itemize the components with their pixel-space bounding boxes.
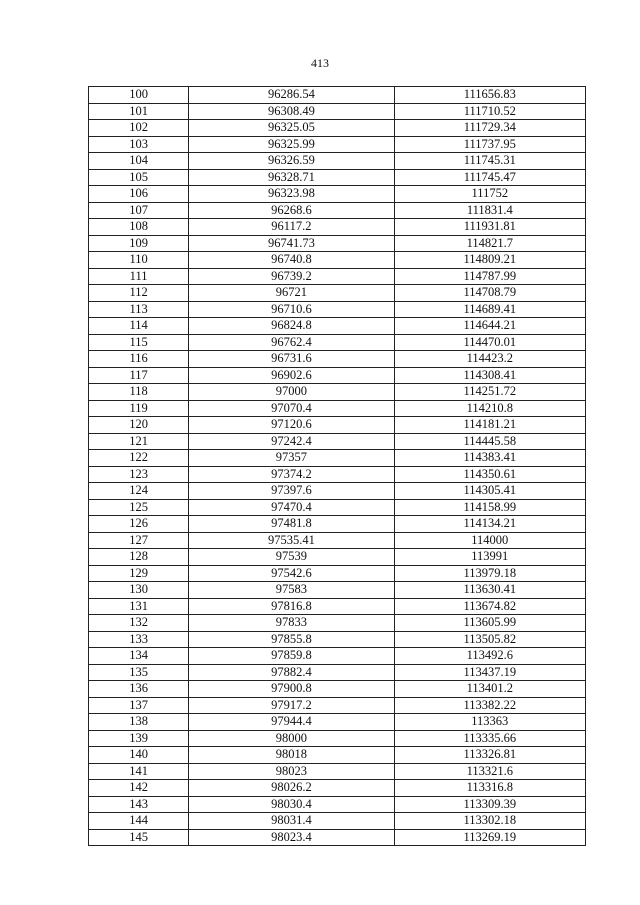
- x-coordinate-cell: 96325.99: [189, 136, 394, 153]
- point-number-cell: 109: [89, 235, 189, 252]
- x-coordinate-cell: 98026.2: [189, 780, 394, 797]
- point-number-cell: 139: [89, 730, 189, 747]
- x-coordinate-cell: 96740.8: [189, 252, 394, 269]
- x-coordinate-cell: 96323.98: [189, 186, 394, 203]
- x-coordinate-cell: 96902.6: [189, 367, 394, 384]
- x-coordinate-cell: 96325.05: [189, 120, 394, 137]
- y-coordinate-cell: 114644.21: [394, 318, 585, 335]
- table-row: [89, 351, 586, 368]
- y-coordinate-cell: 114383.41: [394, 450, 585, 467]
- point-number-cell: 117: [89, 367, 189, 384]
- table-row: [89, 615, 586, 632]
- y-coordinate-cell: 114809.21: [394, 252, 585, 269]
- x-coordinate-cell: 97542.6: [189, 565, 394, 582]
- y-coordinate-cell: 113321.6: [394, 763, 585, 780]
- y-coordinate-cell: 111745.47: [394, 169, 585, 186]
- x-coordinate-cell: 96710.6: [189, 301, 394, 318]
- x-coordinate-cell: 96824.8: [189, 318, 394, 335]
- x-coordinate-cell: 96326.59: [189, 153, 394, 170]
- point-number-cell: 114: [89, 318, 189, 335]
- y-coordinate-cell: 114158.99: [394, 499, 585, 516]
- point-number-cell: 104: [89, 153, 189, 170]
- point-number-cell: 113: [89, 301, 189, 318]
- x-coordinate-cell: 96731.6: [189, 351, 394, 368]
- x-coordinate-cell: 97900.8: [189, 681, 394, 698]
- y-coordinate-cell: 113269.19: [394, 829, 585, 846]
- y-coordinate-cell: 113382.22: [394, 697, 585, 714]
- table-row: [89, 730, 586, 747]
- point-number-cell: 136: [89, 681, 189, 698]
- point-number-cell: 110: [89, 252, 189, 269]
- x-coordinate-cell: 97583: [189, 582, 394, 599]
- table-row: [89, 153, 586, 170]
- x-coordinate-cell: 97374.2: [189, 466, 394, 483]
- table-row: [89, 829, 586, 846]
- x-coordinate-cell: 96328.71: [189, 169, 394, 186]
- point-number-cell: 125: [89, 499, 189, 516]
- point-number-cell: 130: [89, 582, 189, 599]
- table-row: [89, 87, 586, 104]
- y-coordinate-cell: 114423.2: [394, 351, 585, 368]
- y-coordinate-cell: 113505.82: [394, 631, 585, 648]
- y-coordinate-cell: 113316.8: [394, 780, 585, 797]
- x-coordinate-cell: 98023.4: [189, 829, 394, 846]
- page-number: 413: [311, 56, 329, 70]
- point-number-cell: 124: [89, 483, 189, 500]
- table-row: [89, 813, 586, 830]
- point-number-cell: 144: [89, 813, 189, 830]
- point-number-cell: 137: [89, 697, 189, 714]
- y-coordinate-cell: 114305.41: [394, 483, 585, 500]
- point-number-cell: 143: [89, 796, 189, 813]
- point-number-cell: 100: [89, 87, 189, 104]
- table-row: [89, 631, 586, 648]
- y-coordinate-cell: 113991: [394, 549, 585, 566]
- x-coordinate-cell: 97242.4: [189, 433, 394, 450]
- y-coordinate-cell: 114821.7: [394, 235, 585, 252]
- y-coordinate-cell: 114350.61: [394, 466, 585, 483]
- y-coordinate-cell: 114689.41: [394, 301, 585, 318]
- point-number-cell: 119: [89, 400, 189, 417]
- x-coordinate-cell: 96739.2: [189, 268, 394, 285]
- table-row: [89, 268, 586, 285]
- x-coordinate-cell: 96268.6: [189, 202, 394, 219]
- point-number-cell: 115: [89, 334, 189, 351]
- point-number-cell: 133: [89, 631, 189, 648]
- y-coordinate-cell: 111737.95: [394, 136, 585, 153]
- point-number-cell: 132: [89, 615, 189, 632]
- y-coordinate-cell: 111831.4: [394, 202, 585, 219]
- x-coordinate-cell: 97481.8: [189, 516, 394, 533]
- point-number-cell: 129: [89, 565, 189, 582]
- x-coordinate-cell: 97535.41: [189, 532, 394, 549]
- y-coordinate-cell: 114470.01: [394, 334, 585, 351]
- point-number-cell: 128: [89, 549, 189, 566]
- point-number-cell: 135: [89, 664, 189, 681]
- x-coordinate-cell: 97397.6: [189, 483, 394, 500]
- point-number-cell: 142: [89, 780, 189, 797]
- table-row: [89, 417, 586, 434]
- y-coordinate-cell: 113437.19: [394, 664, 585, 681]
- point-number-cell: 141: [89, 763, 189, 780]
- point-number-cell: 116: [89, 351, 189, 368]
- point-number-cell: 123: [89, 466, 189, 483]
- point-number-cell: 140: [89, 747, 189, 764]
- x-coordinate-cell: 98031.4: [189, 813, 394, 830]
- table-row: [89, 334, 586, 351]
- x-coordinate-cell: 97917.2: [189, 697, 394, 714]
- table-row: [89, 400, 586, 417]
- table-row: [89, 186, 586, 203]
- y-coordinate-cell: 111752: [394, 186, 585, 203]
- y-coordinate-cell: 113401.2: [394, 681, 585, 698]
- x-coordinate-cell: 97833: [189, 615, 394, 632]
- x-coordinate-cell: 97944.4: [189, 714, 394, 731]
- table-row: [89, 549, 586, 566]
- x-coordinate-cell: 97120.6: [189, 417, 394, 434]
- x-coordinate-cell: 98023: [189, 763, 394, 780]
- y-coordinate-cell: 114445.58: [394, 433, 585, 450]
- point-number-cell: 126: [89, 516, 189, 533]
- x-coordinate-cell: 96308.49: [189, 103, 394, 120]
- x-coordinate-cell: 97882.4: [189, 664, 394, 681]
- x-coordinate-cell: 97000: [189, 384, 394, 401]
- point-number-cell: 122: [89, 450, 189, 467]
- x-coordinate-cell: 96762.4: [189, 334, 394, 351]
- table-row: [89, 565, 586, 582]
- table-body: [89, 87, 586, 846]
- table-row: [89, 367, 586, 384]
- y-coordinate-cell: 114251.72: [394, 384, 585, 401]
- point-number-cell: 108: [89, 219, 189, 236]
- table-row: [89, 664, 586, 681]
- y-coordinate-cell: 113979.18: [394, 565, 585, 582]
- table-row: [89, 780, 586, 797]
- y-coordinate-cell: 111729.34: [394, 120, 585, 137]
- table-row: [89, 136, 586, 153]
- y-coordinate-cell: 114708.79: [394, 285, 585, 302]
- y-coordinate-cell: 111710.52: [394, 103, 585, 120]
- point-number-cell: 111: [89, 268, 189, 285]
- point-number-cell: 118: [89, 384, 189, 401]
- x-coordinate-cell: 96741.73: [189, 235, 394, 252]
- x-coordinate-cell: 96117.2: [189, 219, 394, 236]
- y-coordinate-cell: 114308.41: [394, 367, 585, 384]
- x-coordinate-cell: 97070.4: [189, 400, 394, 417]
- point-number-cell: 102: [89, 120, 189, 137]
- point-number-cell: 105: [89, 169, 189, 186]
- point-number-cell: 103: [89, 136, 189, 153]
- point-number-cell: 106: [89, 186, 189, 203]
- y-coordinate-cell: 111931.81: [394, 219, 585, 236]
- x-coordinate-cell: 97539: [189, 549, 394, 566]
- point-number-cell: 134: [89, 648, 189, 665]
- x-coordinate-cell: 97855.8: [189, 631, 394, 648]
- table-row: [89, 103, 586, 120]
- y-coordinate-cell: 111745.31: [394, 153, 585, 170]
- y-coordinate-cell: 113605.99: [394, 615, 585, 632]
- table-row: [89, 450, 586, 467]
- point-number-cell: 127: [89, 532, 189, 549]
- table-row: [89, 301, 586, 318]
- table-row: [89, 169, 586, 186]
- table-row: [89, 235, 586, 252]
- table-row: [89, 499, 586, 516]
- x-coordinate-cell: 98000: [189, 730, 394, 747]
- table-row: [89, 120, 586, 137]
- table-row: [89, 285, 586, 302]
- y-coordinate-cell: 114000: [394, 532, 585, 549]
- y-coordinate-cell: 113302.18: [394, 813, 585, 830]
- table-row: [89, 598, 586, 615]
- y-coordinate-cell: 114134.21: [394, 516, 585, 533]
- table-row: [89, 714, 586, 731]
- table-row: [89, 433, 586, 450]
- y-coordinate-cell: 114210.8: [394, 400, 585, 417]
- y-coordinate-cell: 111656.83: [394, 87, 585, 104]
- y-coordinate-cell: 114181.21: [394, 417, 585, 434]
- y-coordinate-cell: 114787.99: [394, 268, 585, 285]
- table-row: [89, 318, 586, 335]
- x-coordinate-cell: 97357: [189, 450, 394, 467]
- table-row: [89, 681, 586, 698]
- table-row: [89, 202, 586, 219]
- table-row: [89, 466, 586, 483]
- point-number-cell: 101: [89, 103, 189, 120]
- table-row: [89, 532, 586, 549]
- table-row: [89, 747, 586, 764]
- x-coordinate-cell: 96286.54: [189, 87, 394, 104]
- y-coordinate-cell: 113309.39: [394, 796, 585, 813]
- y-coordinate-cell: 113326.81: [394, 747, 585, 764]
- point-number-cell: 112: [89, 285, 189, 302]
- table-row: [89, 763, 586, 780]
- y-coordinate-cell: 113492.6: [394, 648, 585, 665]
- table-row: [89, 697, 586, 714]
- table-row: [89, 648, 586, 665]
- x-coordinate-cell: 97816.8: [189, 598, 394, 615]
- point-number-cell: 131: [89, 598, 189, 615]
- y-coordinate-cell: 113630.41: [394, 582, 585, 599]
- x-coordinate-cell: 97470.4: [189, 499, 394, 516]
- table-row: [89, 384, 586, 401]
- point-number-cell: 138: [89, 714, 189, 731]
- x-coordinate-cell: 98030.4: [189, 796, 394, 813]
- y-coordinate-cell: 113335.66: [394, 730, 585, 747]
- x-coordinate-cell: 98018: [189, 747, 394, 764]
- table-row: [89, 219, 586, 236]
- y-coordinate-cell: 113363: [394, 714, 585, 731]
- table-row: [89, 483, 586, 500]
- coordinate-table: [88, 86, 586, 846]
- point-number-cell: 107: [89, 202, 189, 219]
- table-row: [89, 582, 586, 599]
- point-number-cell: 145: [89, 829, 189, 846]
- point-number-cell: 120: [89, 417, 189, 434]
- x-coordinate-cell: 97859.8: [189, 648, 394, 665]
- table-row: [89, 796, 586, 813]
- table-row: [89, 252, 586, 269]
- x-coordinate-cell: 96721: [189, 285, 394, 302]
- table-row: [89, 516, 586, 533]
- y-coordinate-cell: 113674.82: [394, 598, 585, 615]
- point-number-cell: 121: [89, 433, 189, 450]
